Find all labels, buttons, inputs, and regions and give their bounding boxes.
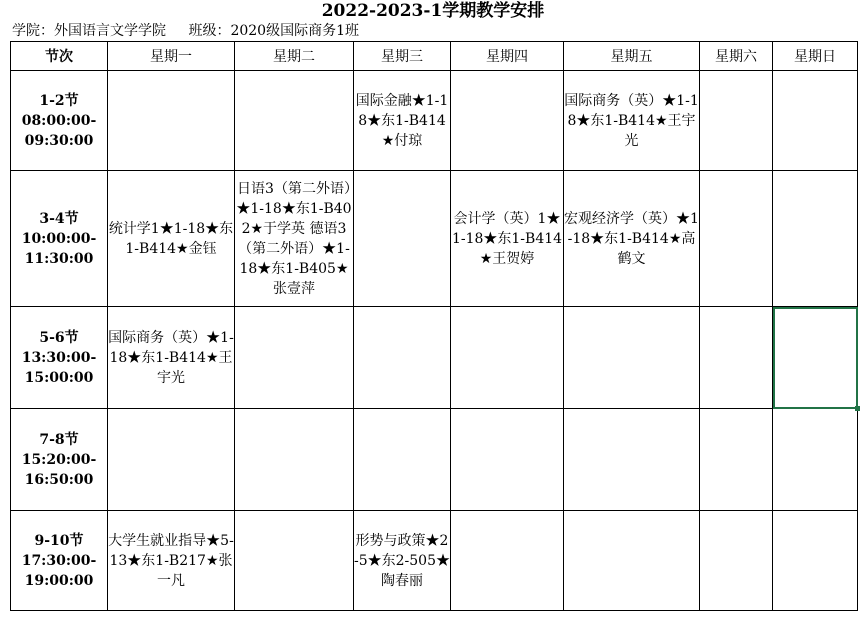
header-sunday[interactable]: 星期日	[773, 42, 858, 71]
header-thursday[interactable]: 星期四	[451, 42, 564, 71]
period-label: 9-10节	[34, 532, 84, 549]
period-end: 09:30:00	[24, 132, 94, 149]
course-cell[interactable]	[564, 409, 700, 511]
course-cell[interactable]: 宏观经济学（英）★1-18★东1-B414★高鹤文	[564, 171, 700, 307]
course-cell[interactable]: 国际商务（英）★1-18★东1-B414★王宇光	[108, 307, 235, 409]
period-start: 17:30:00-	[21, 552, 97, 569]
course-cell[interactable]	[108, 71, 235, 171]
selected-cell[interactable]	[773, 307, 858, 409]
course-cell[interactable]: 大学生就业指导★5-13★东1-B217★张一凡	[108, 511, 235, 611]
table-row	[11, 71, 858, 171]
header-friday[interactable]: 星期五	[564, 42, 700, 71]
period-end: 19:00:00	[24, 572, 94, 589]
course-cell[interactable]: 国际金融★1-18★东1-B414★付琼	[354, 71, 451, 171]
header-row	[11, 42, 858, 71]
course-cell[interactable]	[700, 71, 773, 171]
course-cell[interactable]: 统计学1★1-18★东1-B414★金钰	[108, 171, 235, 307]
course-cell[interactable]	[235, 307, 354, 409]
course-cell[interactable]	[108, 409, 235, 511]
header-tuesday[interactable]: 星期二	[235, 42, 354, 71]
course-cell[interactable]	[354, 307, 451, 409]
course-cell[interactable]	[700, 307, 773, 409]
course-cell[interactable]	[235, 409, 354, 511]
class-label: 班级：2020级国际商务1班	[188, 23, 359, 39]
period-label: 5-6节	[39, 329, 79, 346]
course-cell[interactable]	[773, 409, 858, 511]
course-cell[interactable]	[564, 511, 700, 611]
period-cell[interactable]	[11, 171, 108, 307]
header-monday[interactable]: 星期一	[108, 42, 235, 71]
course-cell[interactable]	[451, 409, 564, 511]
course-cell[interactable]	[235, 511, 354, 611]
period-label: 1-2节	[39, 92, 79, 109]
course-cell[interactable]	[700, 409, 773, 511]
course-cell[interactable]: 形势与政策★2-5★东2-505★陶春丽	[354, 511, 451, 611]
period-start: 10:00:00-	[21, 230, 97, 247]
table-row	[11, 511, 858, 611]
schedule-table	[10, 41, 858, 611]
course-cell[interactable]	[773, 171, 858, 307]
table-row	[11, 307, 858, 409]
course-cell[interactable]	[773, 71, 858, 171]
course-cell[interactable]	[451, 511, 564, 611]
period-label: 7-8节	[39, 431, 79, 448]
course-cell[interactable]: 日语3（第二外语）★1-18★东1-B402★于学英 德语3（第二外语）★1-18★东1-B405★张壹萍	[235, 171, 354, 307]
period-label: 3-4节	[39, 210, 79, 227]
course-cell[interactable]	[235, 71, 354, 171]
header-wednesday[interactable]: 星期三	[354, 42, 451, 71]
course-cell[interactable]	[451, 71, 564, 171]
course-cell[interactable]	[773, 511, 858, 611]
period-cell[interactable]	[11, 71, 108, 171]
course-cell[interactable]	[700, 511, 773, 611]
class-info	[12, 22, 359, 40]
period-end: 11:30:00	[24, 250, 94, 267]
page-title: 2022-2023-1学期教学安排	[321, 1, 545, 21]
course-cell[interactable]: 会计学（英）1★1-18★东1-B414★王贺婷	[451, 171, 564, 307]
period-cell[interactable]	[11, 511, 108, 611]
period-start: 13:30:00-	[21, 349, 97, 366]
table-row	[11, 171, 858, 307]
table-row	[11, 409, 858, 511]
period-start: 15:20:00-	[21, 451, 97, 468]
course-cell[interactable]	[700, 171, 773, 307]
course-cell[interactable]: 国际商务（英）★1-18★东1-B414★王宇光	[564, 71, 700, 171]
period-cell[interactable]	[11, 307, 108, 409]
college-label: 学院：外国语言文学学院	[12, 23, 166, 39]
period-end: 15:00:00	[24, 369, 94, 386]
period-cell[interactable]	[11, 409, 108, 511]
header-saturday[interactable]: 星期六	[700, 42, 773, 71]
course-cell[interactable]	[451, 307, 564, 409]
header-period[interactable]: 节次	[11, 42, 108, 71]
course-cell[interactable]	[564, 307, 700, 409]
period-start: 08:00:00-	[21, 112, 97, 129]
course-cell[interactable]	[354, 409, 451, 511]
course-cell[interactable]	[354, 171, 451, 307]
period-end: 16:50:00	[24, 471, 94, 488]
